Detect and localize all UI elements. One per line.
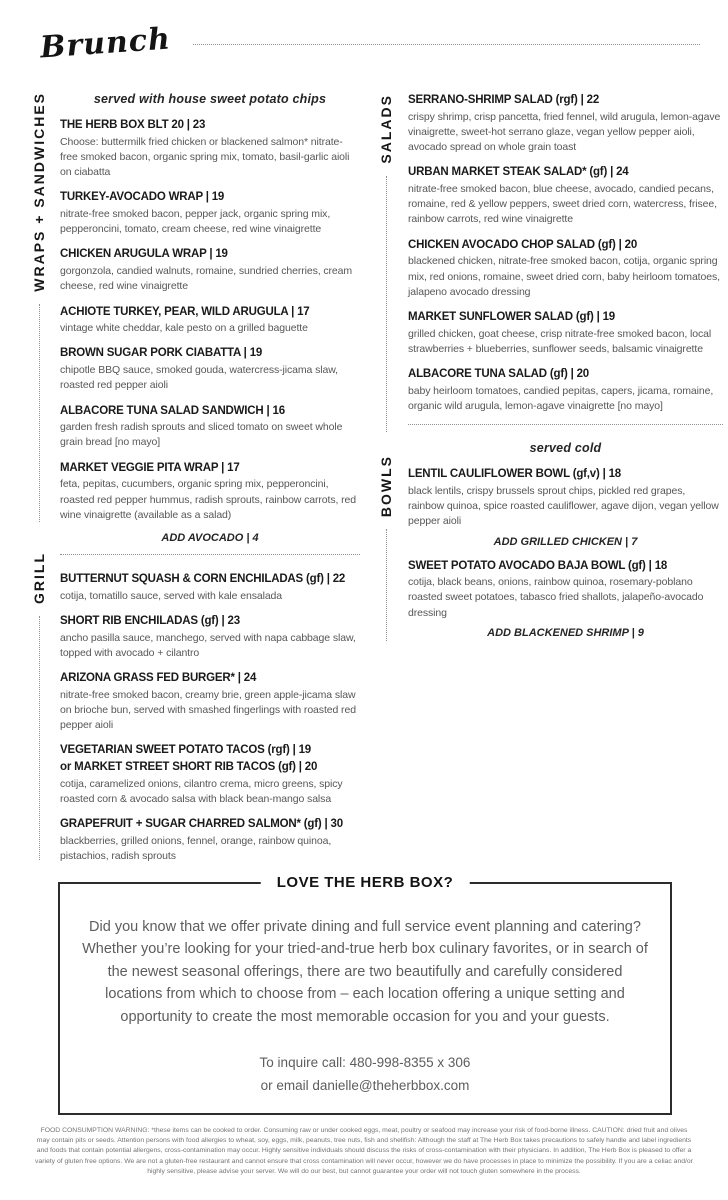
menu-item — [60, 246, 360, 294]
section-rail-wraps-sandwiches — [28, 92, 50, 522]
page-title: Brunch — [38, 21, 172, 66]
menu-item-name: MARKET SUNFLOWER SALAD (gf) | 19 — [408, 310, 616, 323]
menu-item-description: vintage white cheddar, kale pesto on a grilled baguette — [60, 322, 308, 335]
menu-item-name: BUTTERNUT SQUASH & CORN ENCHILADAS (gf) | 22 — [60, 572, 346, 585]
menu-item — [60, 670, 360, 733]
menu-item-name: LENTIL CAULIFLOWER BOWL (gf,v) | 18 — [408, 468, 622, 481]
addon-line: ADD GRILLED CHICKEN | 7 — [493, 535, 638, 548]
menu-item-description: cotija, black beans, onions, rainbow quinoa, rosemary-poblano roasted sweet potatoes, tabasco fried shallots, jalapeño-avocado dressing — [408, 576, 704, 619]
menu-item-description: feta, pepitas, cucumbers, organic spring mix, pepperoncini, roasted red pepper hummus, radish sprouts, rainbow carrots, red wine vinaigrette (available as a salad) — [60, 478, 357, 521]
horizontal-dotted-rule — [60, 554, 360, 555]
menu-item — [408, 558, 723, 639]
header-dotted-rule — [193, 44, 700, 45]
menu-item — [408, 164, 723, 227]
menu-item-description: nitrate-free smoked bacon, creamy brie, green apple-jicama slaw on brioche bun, served with smashed fingerlings with roasted red pepper aioli — [60, 688, 356, 732]
promo-title: LOVE THE HERB BOX? — [261, 874, 470, 891]
menu-item — [408, 309, 723, 357]
right-column — [408, 92, 723, 649]
menu-item-name: CHICKEN ARUGULA WRAP | 19 — [60, 248, 228, 261]
menu-item-description: ancho pasilla sauce, manchego, served with napa cabbage slaw, topped with avocado + cilantro — [60, 631, 356, 659]
menu-item-description: grilled chicken, goat cheese, crisp nitrate-free smoked bacon, local strawberries + blueberries, sunflower seeds, balsamic vinaigrette — [408, 327, 712, 355]
menu-item-description: Choose: buttermilk fried chicken or blackened salmon* nitrate-free smoked bacon, organic spring mix, tomato, basil-garlic aioli on ciabatta — [60, 135, 350, 179]
menu-item — [60, 117, 360, 180]
menu-item-name-alt: or MARKET STREET SHORT RIB TACOS (gf) | 20 — [60, 760, 318, 773]
left-column — [60, 92, 360, 873]
menu-item — [60, 460, 360, 523]
section-note-wraps: served with house sweet potato chips — [93, 92, 327, 106]
menu-item-name: ACHIOTE TURKEY, PEAR, WILD ARUGULA | 17 — [60, 305, 310, 318]
section-rail-salads — [375, 94, 397, 432]
menu-item-description: blackberries, grilled onions, fennel, orange, rainbow quinoa, pistachios, radish sprouts — [60, 834, 332, 862]
addon-line: ADD AVOCADO | 4 — [161, 531, 259, 544]
promo-contact-phone: To inquire call: 480-998-8355 x 306 — [259, 1055, 471, 1071]
menu-item-name: ARIZONA GRASS FED BURGER* | 24 — [60, 671, 257, 684]
promo-contact-email: or email danielle@theherbbox.com — [260, 1078, 470, 1094]
menu-item-name: MARKET VEGGIE PITA WRAP | 17 — [60, 461, 240, 474]
menu-item — [60, 571, 360, 604]
section-label-salads: SALADS — [378, 94, 394, 164]
menu-item-name: SERRANO-SHRIMP SALAD (rgf) | 22 — [408, 94, 600, 106]
menu-item-name: VEGETARIAN SWEET POTATO TACOS (rgf) | 19 — [60, 744, 311, 757]
vertical-dotted-rule — [386, 529, 387, 641]
menu-item — [408, 92, 723, 155]
promo-body: Did you know that we offer private dining and full service event planning and catering? Whether you’re looking for your tried-and-true herb box culinary favorites, or in search of the newest seasonal offerings, there are two beautifully and carefully considered locations from which to choose from – each location offering a unique setting and opportunity to create the most memorable occasion for you and your guests. — [82, 919, 648, 1025]
menu-item-description: baby heirloom tomatoes, candied pepitas, capers, jicama, romaine, organic wild arugula, lemon-agave vinaigrette [no mayo] — [408, 384, 714, 412]
section-note-bowls: served cold — [529, 441, 602, 456]
menu-item-name: BROWN SUGAR PORK CIABATTA | 19 — [60, 347, 263, 360]
vertical-dotted-rule — [39, 616, 40, 860]
menu-item-description: black lentils, crispy brussels sprout chips, pickled red grapes, rainbow quinoa, spice roasted cauliflower, agave dijon, vegan yellow pepper aioli — [408, 484, 719, 528]
vertical-dotted-rule — [39, 304, 40, 522]
menu-item — [408, 366, 723, 414]
menu-item-name: URBAN MARKET STEAK SALAD* (gf) | 24 — [408, 166, 629, 179]
menu-item-description: crispy shrimp, crisp pancetta, fried fennel, wild arugula, lemon-agave vinaigrette, sweet-hot serrano glaze, vegan yellow pepper aioli, avocado spread on whole grain toast — [408, 110, 721, 154]
menu-item — [60, 816, 360, 864]
section-rail-grill — [28, 552, 50, 860]
menu-item-description: cotija, tomatillo sauce, served with kale ensalada — [60, 589, 283, 602]
menu-item-name: GRAPEFRUIT + SUGAR CHARRED SALMON* (gf) | 30 — [60, 818, 343, 831]
menu-item-description: nitrate-free smoked bacon, pepper jack, organic spring mix, pepperoncini, tomato, cream cheese, red wine vinaigrette — [60, 208, 331, 236]
horizontal-dotted-rule — [408, 424, 723, 425]
section-label-bowls: BOWLS — [378, 455, 394, 518]
menu-item-description: nitrate-free smoked bacon, blue cheese, avocado, candied pecans, romaine, red & yellow peppers, sweet dried corn, watercress, frisee, rainbow carrots, red wine vinaigrette — [408, 183, 717, 226]
section-label-wraps-sandwiches: WRAPS + SANDWICHES — [31, 92, 47, 292]
menu-item-description: blackened chicken, nitrate-free smoked bacon, cotija, organic spring mix, red onions, romaine, sweet dried corn, baby heirloom tomatoes, jalapeno avocado dressing — [408, 255, 720, 298]
addon-line: ADD BLACKENED SHRIMP | 9 — [487, 626, 644, 639]
disclaimer-text: FOOD CONSUMPTION WARNING: *these items can be cooked to order. Consuming raw or under cooked eggs, meat, poultry or seafood may increase your risk of food-borne illness. CAUTION: dried fruit and olives may contain pits or seeds. Attention persons with food allergies to wheat, soy, eggs, milk, peanuts, tree nuts, fish and shellfish: Although the staff at The Herb Box takes precautions to safely handle and label ingredients and foods that contain potential allergens, cross-contamination may occur. Highly sensitive individuals should discuss the risks of cross-contamination with their physicians. In addition, The Herb Box is pleased to offer a variety of gluten free options. We are not a gluten-free restaurant and cannot ensure that cross contamination will never occur, however we do have processes in place to minimize the possibility. If you are a celiac and/or highly sensitive, please advise your server. We will do our best, but cannot guarantee your order will not touch gluten somewhere in the process. — [35, 1127, 693, 1175]
menu-item — [60, 304, 360, 337]
menu-item-name: THE HERB BOX BLT 20 | 23 — [60, 119, 206, 131]
menu-item-name: SWEET POTATO AVOCADO BAJA BOWL (gf) | 18 — [408, 559, 668, 572]
menu-item — [408, 237, 723, 300]
menu-item — [60, 613, 360, 661]
menu-item-name: ALBACORE TUNA SALAD (gf) | 20 — [408, 368, 589, 381]
menu-item-description: cotija, caramelized onions, cilantro crema, micro greens, spicy roasted corn & avocado salsa with black bean-mango salsa — [60, 777, 343, 805]
section-rail-bowls — [375, 455, 397, 641]
menu-item-description: gorgonzola, candied walnuts, romaine, sundried cherries, cream cheese, red wine vinaigrette — [60, 265, 353, 293]
menu-item-description: garden fresh radish sprouts and sliced tomato on sweet whole grain bread [no mayo] — [60, 421, 343, 449]
menu-item-name: TURKEY-AVOCADO WRAP | 19 — [60, 191, 225, 204]
menu-item — [60, 189, 360, 237]
menu-item-description: chipotle BBQ sauce, smoked gouda, watercress-jicama slaw, roasted red pepper aioli — [60, 364, 338, 392]
vertical-dotted-rule — [386, 176, 387, 432]
menu-item-name: CHICKEN AVOCADO CHOP SALAD (gf) | 20 — [408, 238, 638, 251]
section-label-grill: GRILL — [31, 552, 47, 604]
menu-item-name: ALBACORE TUNA SALAD SANDWICH | 16 — [60, 404, 285, 417]
menu-item — [60, 742, 360, 807]
menu-item-name: SHORT RIB ENCHILADAS (gf) | 23 — [60, 614, 240, 627]
menu-item — [60, 345, 360, 393]
menu-header — [38, 21, 700, 66]
promo-box — [58, 874, 672, 1115]
menu-item — [408, 466, 723, 547]
promo-contact — [60, 1052, 670, 1098]
menu-item — [60, 403, 360, 451]
